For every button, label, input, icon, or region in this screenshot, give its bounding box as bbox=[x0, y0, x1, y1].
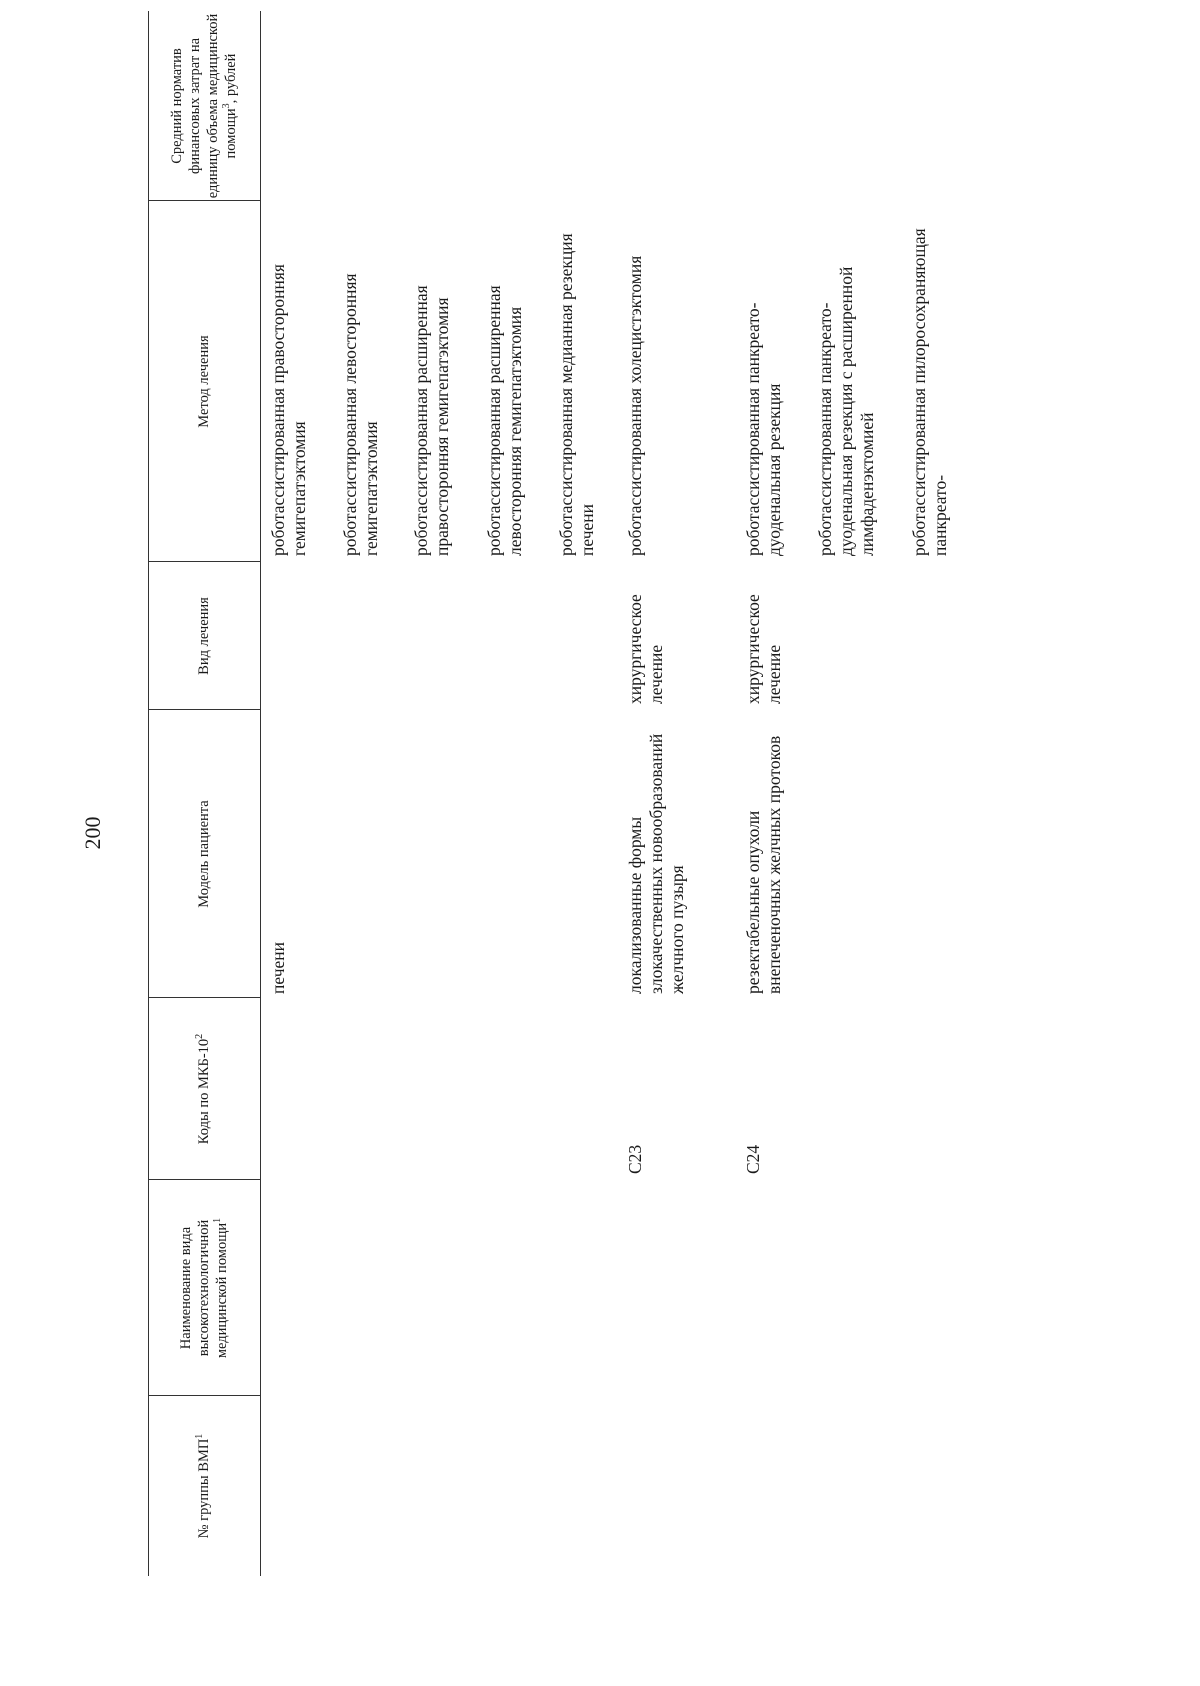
treatment-method: роботассистированная правосторонняя гемигепатэктомия bbox=[268, 264, 309, 556]
treatment-method: роботассистированная расширенная правосторонняя гемигепатэктомия bbox=[411, 285, 452, 556]
treatment-method: роботассистированная пилоросохраняющая панкреато- bbox=[909, 228, 950, 556]
patient-model-continuation: печени bbox=[268, 942, 288, 994]
column-divider bbox=[148, 200, 260, 201]
header-patient-model: Модель пациента bbox=[196, 800, 212, 908]
treatment-method: роботассистированная холецистэктомия bbox=[625, 255, 645, 556]
patient-model: локализованные формы злокачественных новообразований желчного пузыря bbox=[625, 733, 687, 994]
header-group-number: № группы ВМП$^1$ bbox=[194, 1433, 212, 1539]
treatment-method: роботассистированная медианная резекция печени bbox=[556, 233, 597, 556]
header-care-name: Наименование вида высокотехнологичной медицинской помощи$^1$ bbox=[178, 1217, 230, 1359]
column-divider bbox=[148, 1179, 260, 1180]
treatment-method: роботассистированная панкреато-дуоденальная резекция с расширенной лимфаденэктомией bbox=[815, 266, 877, 556]
treatment-type: хирургическое лечение bbox=[625, 594, 666, 704]
header-treatment-type: Вид лечения bbox=[196, 597, 212, 675]
header-icd-codes: Коды по МКБ-$10^2$ bbox=[194, 1033, 212, 1145]
treatment-type: хирургическое лечение bbox=[743, 594, 784, 704]
treatment-method: роботассистированная расширенная левосторонняя гемигепатэктомия bbox=[484, 285, 525, 556]
header-bottom-rule bbox=[260, 11, 261, 1576]
treatment-method: роботассистированная панкреато-дуоденальная резекция bbox=[743, 302, 784, 556]
table-top-rule bbox=[148, 11, 149, 1576]
icd-code: C24 bbox=[743, 1144, 763, 1174]
header-treatment-method: Метод лечения bbox=[196, 335, 212, 428]
header-average-cost: Средний норматив финансовых затрат на единицу объема медицинской помощи$^3$, рублей bbox=[169, 13, 239, 199]
patient-model: резектабельные опухоли внепеченочных желчных протоков bbox=[743, 735, 784, 994]
icd-code: C23 bbox=[625, 1144, 645, 1174]
column-divider bbox=[148, 561, 260, 562]
page-number: 200 bbox=[80, 816, 105, 850]
treatment-method: роботассистированная левосторонняя гемигепатэктомия bbox=[340, 273, 381, 556]
column-divider bbox=[148, 709, 260, 710]
column-divider bbox=[148, 997, 260, 998]
